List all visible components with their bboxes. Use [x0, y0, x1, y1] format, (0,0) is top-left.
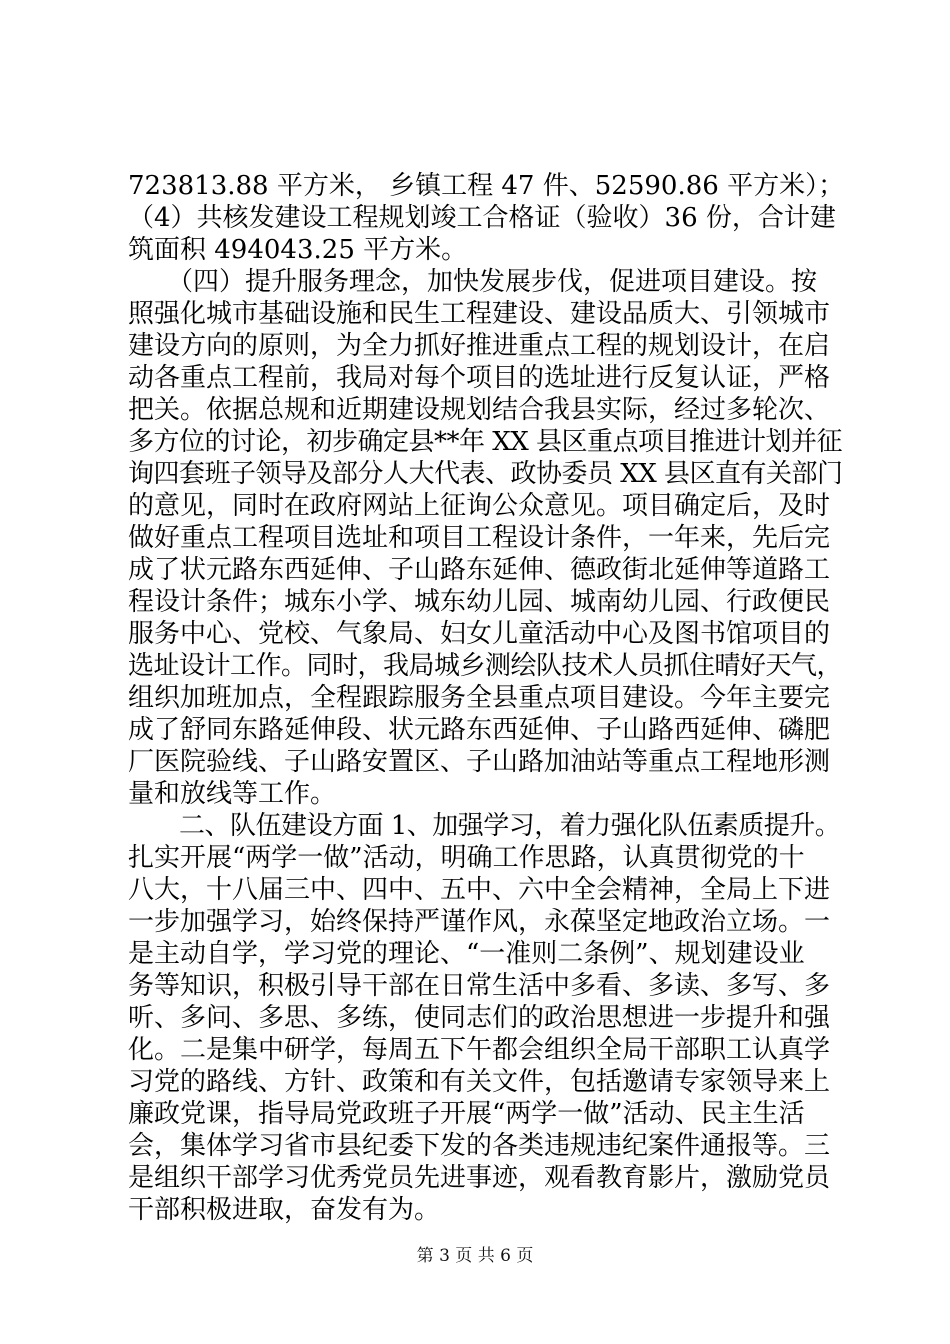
text-line: 二、队伍建设方面 1、加强学习，着力强化队伍素质提升。: [128, 811, 841, 841]
text-line: 的意见，同时在政府网站上征询公众意见。项目确定后，及时: [128, 491, 831, 521]
text-line: 习党的路线、方针、政策和有关文件，包括邀请专家领导来上: [128, 1067, 831, 1097]
text-line: 组织加班加点，全程跟踪服务全县重点项目建设。今年主要完: [128, 683, 831, 713]
text-line: 量和放线等工作。: [128, 779, 337, 809]
text-line: 选址设计工作。同时，我局城乡测绘队技术人员抓住晴好天气，: [128, 651, 843, 681]
text-line: 干部积极进取，奋发有为。: [128, 1195, 441, 1225]
text-line: 是组织干部学习优秀党员先进事迹，观看教育影片，激励党员: [128, 1163, 831, 1193]
text-line: 动各重点工程前，我局对每个项目的选址进行反复认证，严格: [128, 363, 831, 393]
text-line: 厂医院验线、子山路安置区、子山路加油站等重点工程地形测: [128, 747, 831, 777]
document-body: [128, 170, 845, 1226]
text-line: 八大，十八届三中、四中、五中、六中全会精神，全局上下进: [128, 875, 831, 905]
text-line: 务等知识，积极引导干部在日常生活中多看、多读、多写、多: [128, 971, 831, 1001]
text-line: 成了状元路东西延伸、子山路东延伸、德政街北延伸等道路工: [128, 555, 831, 585]
text-line: （四）提升服务理念，加快发展步伐，促进项目建设。按: [128, 267, 818, 297]
text-line: 建设方向的原则，为全力抓好推进重点工程的规划设计，在启: [128, 331, 831, 361]
text-line: 化。二是集中研学，每周五下午都会组织全局干部职工认真学: [128, 1035, 831, 1065]
text-line: 听、多问、多思、多练，使同志们的政治思想进一步提升和强: [128, 1003, 831, 1033]
text-line: 询四套班子领导及部分人大代表、政协委员 XX 县区直有关部门: [128, 459, 843, 489]
text-line: 一步加强学习，始终保持严谨作风，永葆坚定地政治立场。一: [128, 907, 831, 937]
page-indicator: 第 3 页 共 6 页: [416, 1246, 534, 1266]
text-line: （4）共核发建设工程规划竣工合格证（验收）36 份，合计建: [128, 203, 836, 233]
text-line: 扎实开展“两学一做”活动，明确工作思路，认真贯彻党的十: [128, 843, 805, 873]
text-line: 筑面积 494043.25 平方米。: [128, 235, 468, 265]
text-line: 多方位的讨论，初步确定县**年 XX 县区重点项目推进计划并征: [128, 427, 843, 457]
text-line: 是主动自学，学习党的理论、“一准则二条例”、规划建设业: [128, 939, 805, 969]
text-line: 会，集体学习省市县纪委下发的各类违规违纪案件通报等。三: [128, 1131, 831, 1161]
text-line: 程设计条件；城东小学、城东幼儿园、城南幼儿园、行政便民: [128, 587, 831, 617]
text-line: 723813.88 平方米， 乡镇工程 47 件、52590.86 平方米）；: [128, 171, 845, 201]
text-line: 做好重点工程项目选址和项目工程设计条件，一年来，先后完: [128, 523, 831, 553]
text-line: 廉政党课，指导局党政班子开展“两学一做”活动、民主生活: [128, 1099, 805, 1129]
text-line: 服务中心、党校、气象局、妇女儿童活动中心及图书馆项目的: [128, 619, 831, 649]
text-line: 成了舒同东路延伸段、状元路东西延伸、子山路西延伸、磷肥: [128, 715, 831, 745]
text-line: 照强化城市基础设施和民生工程建设、建设品质大、引领城市: [128, 299, 831, 329]
page-footer: [0, 1245, 950, 1267]
text-line: 把关。依据总规和近期建设规划结合我县实际，经过多轮次、: [128, 395, 831, 425]
